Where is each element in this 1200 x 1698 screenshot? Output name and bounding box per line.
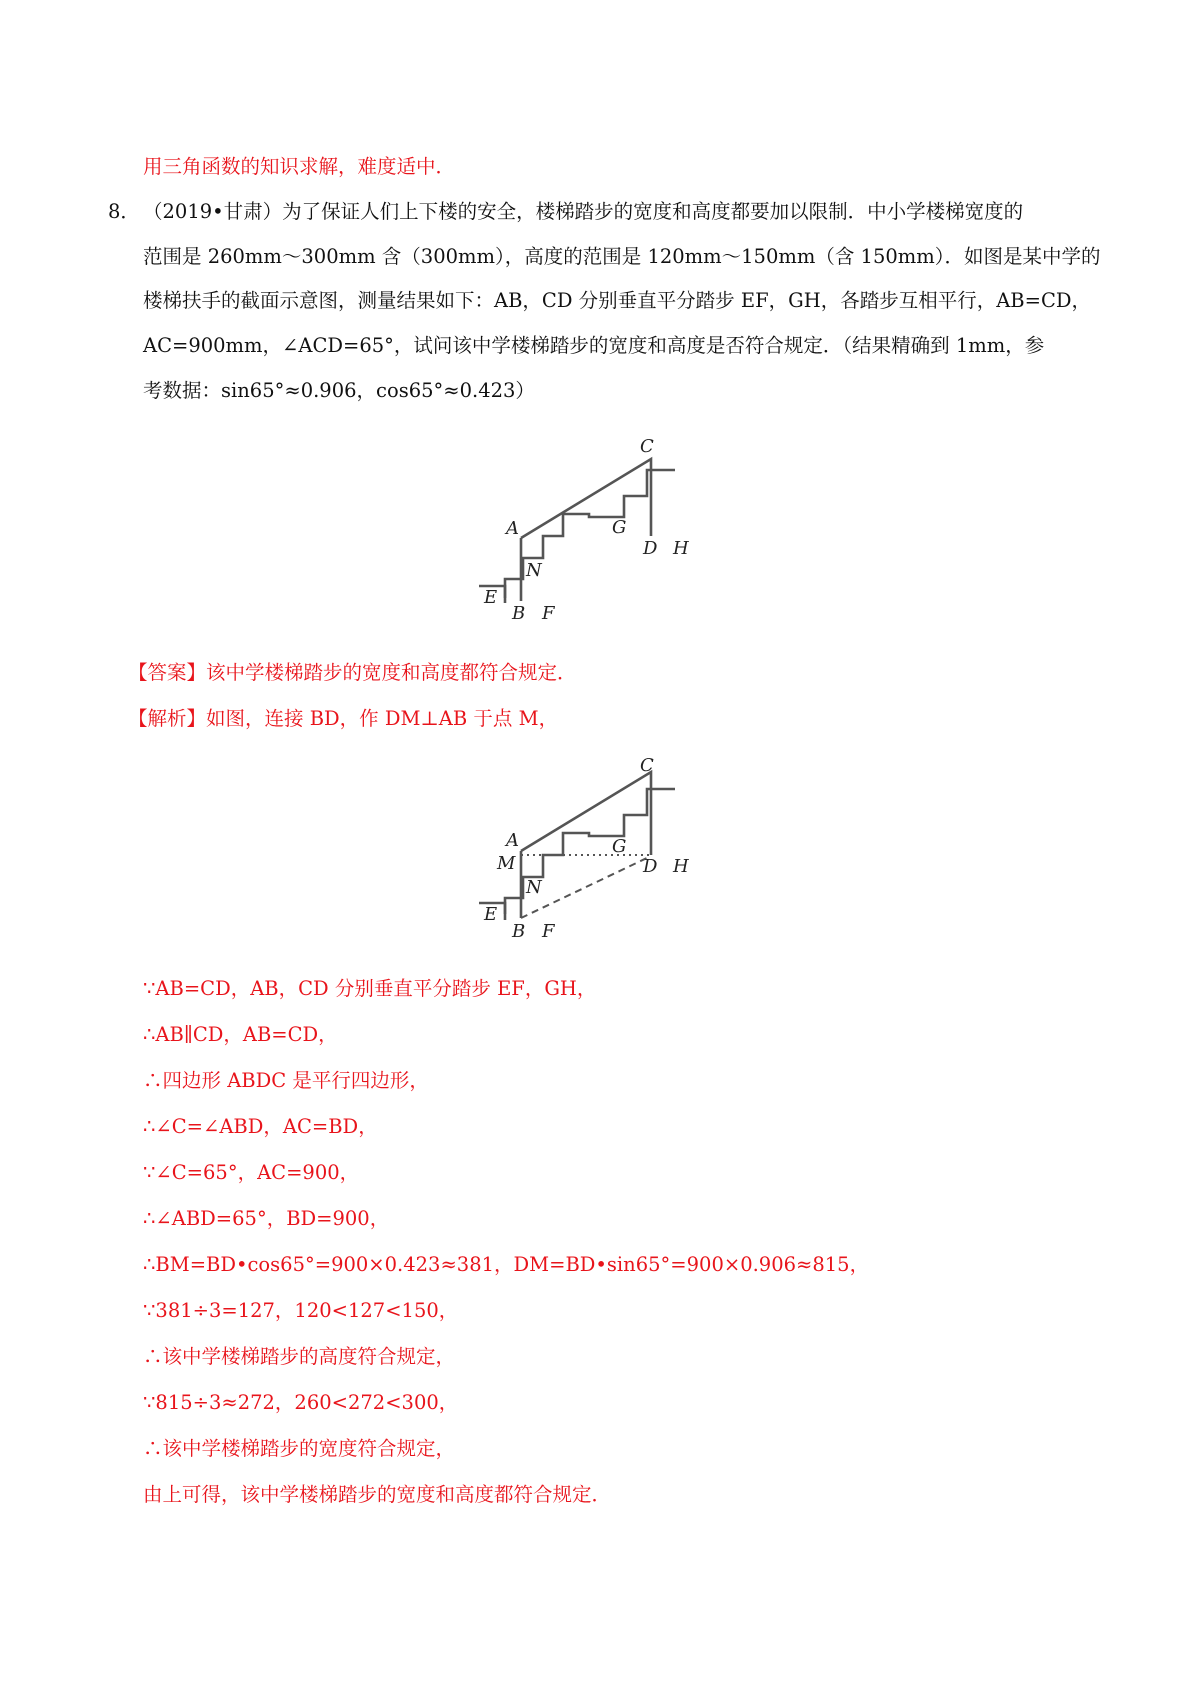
analysis-intro: 【解析】如图，连接 BD，作 DM⊥AB 于点 M， [128, 707, 559, 730]
label-g: G [612, 517, 627, 538]
solution-line-9: ∴该中学楼梯踏步的高度符合规定， [143, 1345, 456, 1368]
label-b-2: B [512, 921, 526, 942]
label-h: H [673, 538, 689, 559]
label-f-2: F [542, 921, 555, 942]
question-number: 8． [108, 200, 140, 223]
label-n: N [526, 560, 542, 581]
solution-line-6: ∴∠ABD=65°，BD=900， [143, 1207, 390, 1230]
solution-line-5: ∵∠C=65°，AC=900， [143, 1161, 360, 1184]
label-h-2: H [673, 856, 689, 877]
label-e: E [484, 587, 498, 608]
solution-line-1: ∵AB=CD，AB，CD 分别垂直平分踏步 EF，GH， [143, 977, 597, 1000]
solution-line-4: ∴∠C=∠ABD，AC=BD， [143, 1115, 378, 1138]
carry-over-text: 用三角函数的知识求解，难度适中． [143, 155, 456, 178]
label-n-2: N [526, 877, 542, 898]
label-a: A [506, 518, 519, 539]
label-d-2: D [643, 856, 658, 877]
solution-line-10: ∵815÷3≈272，260<272<300， [143, 1391, 459, 1414]
question-line-2: 范围是 260mm～300mm 含（300mm），高度的范围是 120mm～150mm（含 150mm）．如图是某中学的 [143, 245, 1101, 268]
label-m-2: M [497, 853, 516, 874]
solution-line-3: ∴四边形 ABDC 是平行四边形， [143, 1069, 429, 1092]
solution-line-7: ∴BM=BD•cos65°=900×0.423≈381，DM=BD•sin65°=900×0.906≈815， [143, 1253, 870, 1276]
label-a-2: A [506, 830, 519, 851]
label-g-2: G [612, 836, 627, 857]
label-d: D [643, 538, 658, 559]
label-f: F [542, 603, 555, 624]
label-c: C [640, 436, 654, 457]
solution-line-2: ∴AB∥CD，AB=CD， [143, 1023, 338, 1046]
label-e-2: E [484, 904, 498, 925]
solution-line-11: ∴该中学楼梯踏步的宽度符合规定， [143, 1437, 456, 1460]
question-line-5: 考数据：sin65°≈0.906，cos65°≈0.423） [143, 379, 535, 402]
question-line-3: 楼梯扶手的截面示意图，测量结果如下：AB，CD 分别垂直平分踏步 EF，GH，各踏步互相平行，AB=CD， [143, 289, 1092, 312]
label-c-2: C [640, 755, 654, 776]
solution-line-12: 由上可得，该中学楼梯踏步的宽度和高度都符合规定． [143, 1483, 612, 1506]
label-b: B [512, 603, 526, 624]
answer-line: 【答案】该中学楼梯踏步的宽度和高度都符合规定． [128, 661, 577, 684]
handrail-ac-cd-2 [521, 772, 651, 855]
question-line-4: AC=900mm，∠ACD=65°，试问该中学楼梯踏步的宽度和高度是否符合规定．（结果精确到 1mm，参 [143, 334, 1045, 357]
solution-line-8: ∵381÷3=127，120<127<150， [143, 1299, 459, 1322]
question-line-1: （2019•甘肃）为了保证人们上下楼的安全，楼梯踏步的宽度和高度都要加以限制．中小学楼梯宽度的 [143, 200, 1024, 223]
